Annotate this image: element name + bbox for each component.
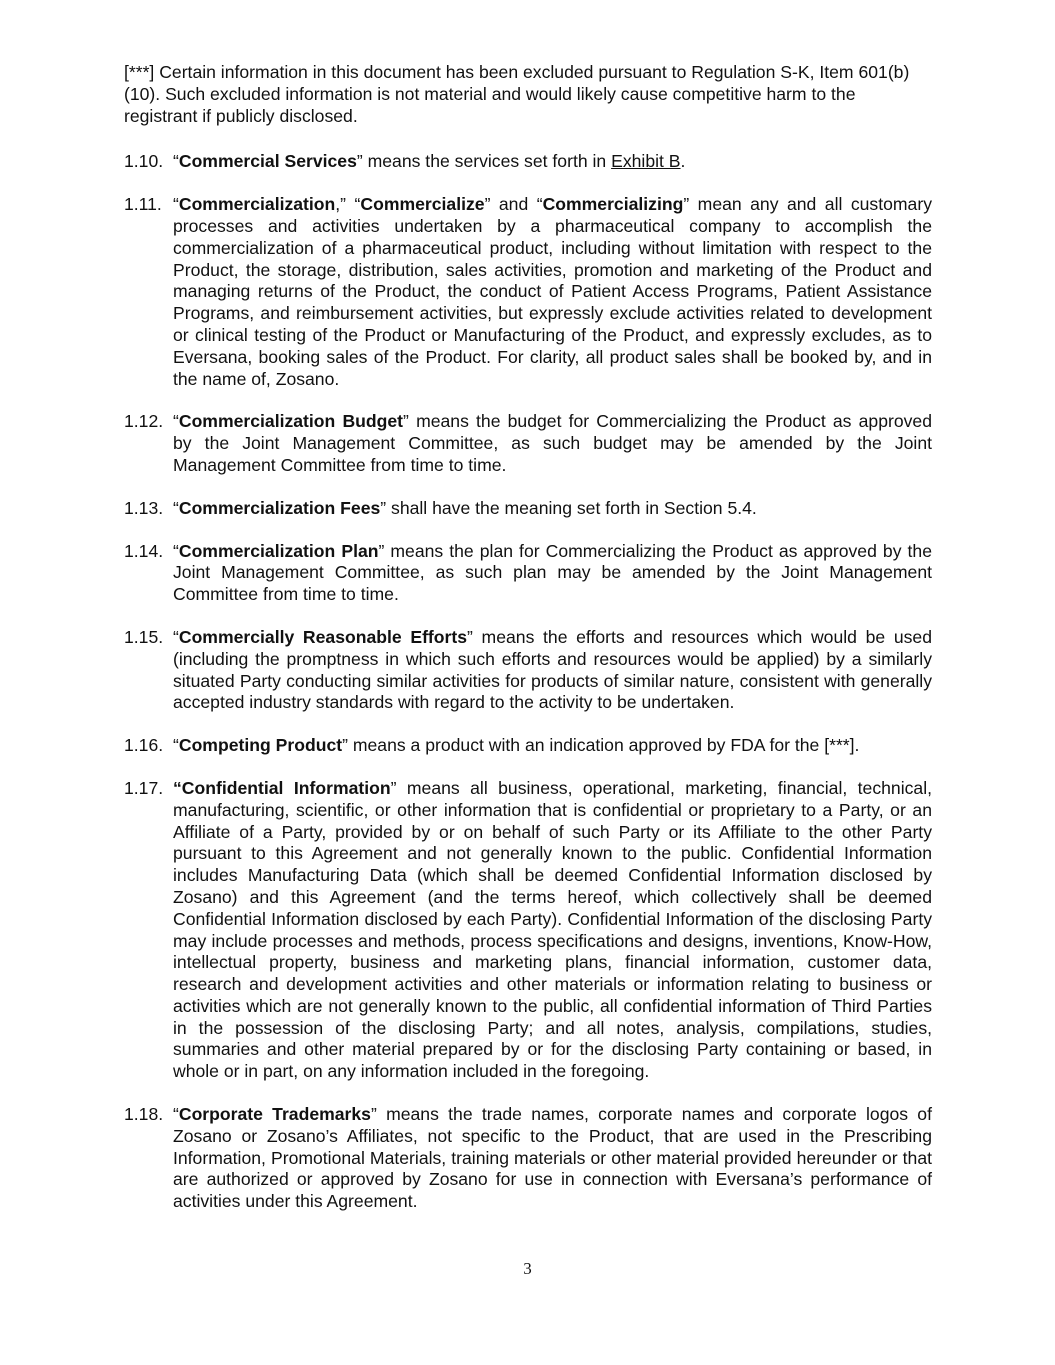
- defined-term: Corporate Trademarks: [178, 1104, 371, 1125]
- definition-text: ” means the efforts and resources which would be used (including the promptness in which such efforts and resources would be applied) by a similarly situated Party conducting similar activities for products of similar nature, consistent with generally accepted industry standards with regard to the activity to be undertaken.: [173, 626, 932, 713]
- defined-term: “Confidential Information: [173, 777, 391, 798]
- open-quote: “: [173, 497, 179, 518]
- defined-term: Commercial Services: [178, 151, 357, 172]
- definition-text: ” mean any and all customary processes and activities undertaken by a pharmaceutical company to accomplish the commercialization of a pharmaceutical product, including without limitation with respect to the Product, the storage, distribution, sales activities, promotion and marketing of the Product and managing returns of the Product, the conduct of Patient Access Programs, Patient Assistance Programs, and reimbursement activities, but expressly exclude activities related to development or clinical testing of the Product or Manufacturing of the Product, and expressly excludes, as to Eversana, booking sales of the Product. For clarity, all product sales shall be booked by, and in the name of, Zosano.: [173, 194, 933, 389]
- document-page: [124, 62, 932, 1234]
- open-quote: “: [173, 151, 179, 172]
- definition-commercialization: [124, 194, 932, 390]
- definition-text: ” means the trade names, corporate names and corporate logos of Zosano or Zosano’s Affiliates, not specific to the Product, that are used in the Prescribing Information, Promotional Materials, training materials or other material provided hereunder or that are authorized or approved by Zosano for use in connection with Eversana’s performance of activities under this Agreement.: [173, 1104, 932, 1212]
- defined-term: Commercializing: [542, 194, 684, 215]
- page-number: 3: [523, 1259, 532, 1278]
- section-number: 1.12.: [124, 411, 164, 432]
- section-number: 1.14.: [124, 540, 164, 561]
- open-quote: “: [173, 1104, 179, 1125]
- open-quote: “: [173, 540, 179, 561]
- defined-term: Commercially Reasonable Efforts: [178, 626, 468, 647]
- definition-commercial-services: [124, 151, 932, 173]
- term-separator: ” and “: [484, 194, 543, 215]
- defined-term: Commercialization Plan: [178, 540, 379, 561]
- open-quote: “: [173, 735, 179, 756]
- defined-term: Competing Product: [178, 735, 343, 756]
- defined-term: Commercialization: [178, 194, 336, 215]
- definition-commercially-reasonable-efforts: [124, 627, 932, 714]
- section-number: 1.18.: [124, 1104, 164, 1125]
- defined-term: Commercialization Budget: [178, 411, 404, 432]
- exhibit-b-reference: Exhibit B: [611, 151, 681, 172]
- section-number: 1.13.: [124, 497, 164, 518]
- section-number: 1.11.: [124, 194, 162, 215]
- definition-confidential-information: [124, 778, 932, 1083]
- open-quote: “: [173, 194, 179, 215]
- open-quote: “: [173, 626, 179, 647]
- definition-text: ” means the plan for Commercializing the Product as approved by the Joint Management Committee, as such plan may be amended by the Joint Management Committee from time to time.: [173, 540, 932, 605]
- definition-text: ” means all business, operational, marketing, financial, technical, manufacturing, scientific, or other information that is confidential or proprietary to a Party, or an Affiliate of a Party, provided by or on behalf of such Party or its Affiliate to the other Party pursuant to this Agreement and not generally known to the public. Confidential Information includes Manufacturing Data (which shall be deemed Confidential Information disclosed by Zosano) and this Agreement (and the terms hereof, which collectively shall be deemed Confidential Information disclosed by each Party). Confidential Information of the disclosing Party may include processes and methods, process specifications and designs, inventions, Know-How, intellectual property, business and marketing plans, financial information, customer data, research and development activities and other materials or information relating to business or activities which are not generally known to the public, all confidential information of Third Parties in the possession of the disclosing Party; and all notes, analysis, compilations, studies, summaries and other material prepared by or for the disclosing Party containing or based, in whole or in part, on any information included in the foregoing.: [173, 777, 932, 1082]
- definition-text: ” means the services set forth in: [356, 151, 612, 172]
- redaction-notice: [***] Certain information in this document has been excluded pursuant to Regulation S-K, Item 601(b)(10). Such excluded information is not material and would likely cause competitive harm to the registrant if publicly disclosed.: [124, 62, 910, 126]
- definition-commercialization-budget: [124, 411, 932, 476]
- section-number: 1.15.: [124, 626, 164, 647]
- section-number: 1.10.: [124, 151, 164, 172]
- definition-text: ” means a product with an indication approved by FDA for the [***].: [342, 735, 860, 756]
- defined-term: Commercialize: [360, 194, 485, 215]
- section-number: 1.16.: [124, 735, 164, 756]
- definition-competing-product: [124, 735, 932, 757]
- term-separator: ,” “: [335, 194, 361, 215]
- definition-commercialization-fees: [124, 498, 932, 520]
- definition-tail: .: [680, 151, 686, 172]
- definition-commercialization-plan: [124, 541, 932, 606]
- definition-corporate-trademarks: [124, 1104, 932, 1213]
- section-number: 1.17.: [124, 777, 164, 798]
- definition-text: ” shall have the meaning set forth in Section 5.4.: [380, 497, 757, 518]
- defined-term: Commercialization Fees: [178, 497, 381, 518]
- definition-text: ” means the budget for Commercializing the Product as approved by the Joint Management Committee, as such budget may be amended by the Joint Management Committee from time to time.: [173, 411, 932, 475]
- open-quote: “: [173, 411, 179, 432]
